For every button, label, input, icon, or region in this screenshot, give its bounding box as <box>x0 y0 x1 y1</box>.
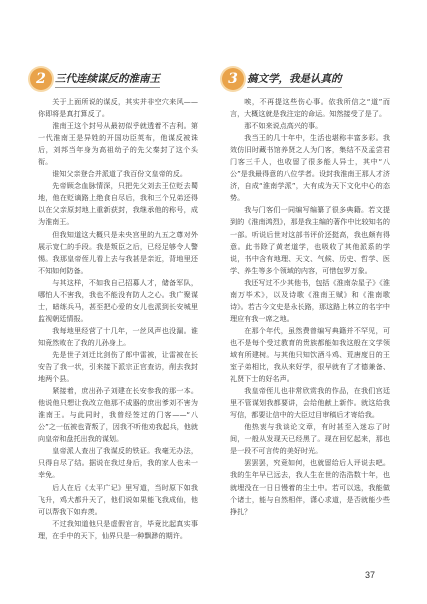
paragraph: 与其这样，不如我自己招募人才，储备军队，哪怕人不害我，我也不能没有防人之心。我广聚谋士，暗练兵马，甚至把心爱的女儿也派到长安城里监视朝廷情报。 <box>38 277 198 323</box>
section-number-badge: 2 <box>30 68 52 90</box>
paragraph: 紧接着，庶出孙子刘建在长安参我的那一本。他说他只想让我改立他那不成器的庶出爹刘不害为淮南王。与此同时，我曾经签过的门客——“八公”之一伍被也背叛了，因我不听他劝我起兵，他就向皇帝和盘托出我的谋划。 <box>38 386 198 444</box>
section-title: 搞文学，我是认真的 <box>247 71 342 88</box>
paragraph: 谁知父亲登合并派道了我百份文皇帝的反。 <box>52 169 187 179</box>
section-3-body <box>230 96 390 566</box>
section-number-badge: 3 <box>222 68 244 90</box>
page-number: 37 <box>364 570 375 580</box>
paragraph: 关于上面所说的谋反，其实并非空穴来风——你即将是真打算反了。 <box>38 97 198 119</box>
paragraph: 我每地里经营了十几年，一丝风声也没漏。谁知竟然败在了我的儿孙身上。 <box>38 325 198 347</box>
paragraph: 那不如来说点高兴的事。 <box>244 121 323 131</box>
section-title: 三代连续谋反的淮南王 <box>55 71 160 88</box>
paragraph: 皇帝派人查出了我谋反的铁证。我毫无办法，只得自尽了结。据说在我过身后，我的家人也未一幸免。 <box>38 446 198 480</box>
paragraph: 淮南王这个封号从最初似乎就透着不吉利。第一代淮南王是异姓的开国功臣英布，他谋反被诛后，刘邦当年身为高祖幼子的先父秦封了这个头衔。 <box>38 121 198 167</box>
section-heading-3 <box>222 66 342 92</box>
paragraph: 后人在后《太平广记》里写道，当时原下如我飞升，鸡犬都升天了，他们说如果能飞我成仙，他可以帮我下如弃羡。 <box>38 482 198 516</box>
section-2-body <box>38 96 198 566</box>
paragraph: 但我知道这大概只是未央宫里的九五之尊对外展示宽仁的手段。我是叛臣之后，已经足够令人警惕。我那皇帝侄儿看上去与我甚是亲近，背地里还不知如何防备。 <box>38 229 198 275</box>
paragraph: 他热衷与我谈论文章，有时甚至入迷忘了时间，一般从发现天已经黑了。现在回忆起来，那也是一段不可言传的美好时光。 <box>230 422 390 456</box>
paragraph: 唉，不再提这些伤心事。依我所信之“道”而言，大概这就是我注定的命运。知然接受了是了。 <box>230 97 390 119</box>
paragraph: 我当王的几十年中，生活也堪称丰富多彩。我效仿旧时藏书馆养贤之人为门客，集结不及孟尝君门客三千人，也收留了很多能人异士，其中“八公”是我最得意的八位学者。设封我淮南王那人才济济，自成“淮南学派”，大有成为天下文化中心的态势。 <box>230 133 390 203</box>
paragraph: 我与门客们一同编写编纂了很多典籍。若文提到的《淮南鸿烈》，那是我主编的著作中比较知名的一部。听说后世对这部书评价还挺高，我也颇有得意。此书除了黄老道学，也吸收了其他派系的学说，书中含有地理、天文、气候、历史、哲学、医学、养生等多个领域的内容，可惜包罗万象。 <box>230 205 390 275</box>
paragraph: 我还写过不少其他书，包括《淮南杂星子》《淮南万毕术》，以及诗歌《淮南王赋》和《淮南歌诗》。若古今文史是永长路，那这路上林立的名字中理应有我一席之地。 <box>230 277 390 323</box>
paragraph: 罢罢罢，究竟如何，也就留给后人评说去吧。我的生年早已远去，我人生在世的浩浩数十年，也就埋没在一日日慢着的尘土中。若可以选，我能做个诸士，能与自然相伴，潇心求道，是否就能少些挣扎？ <box>230 458 390 516</box>
paragraph: 先是世子刘迁比剑伤了郎中雷被，让雷被在长安告了我一状，引来接下派宗正官查访，削去我封地两个县。 <box>38 349 198 384</box>
paragraph: 不过我知道他只是虚假官言，毕竟比起真实事理，在手中的天下，仙界只是一种飘渺的期许。 <box>38 518 198 540</box>
paragraph: 我皇帝侄儿也非常欣赏我的作品，在我们宫廷里不管谋划我都要讲，会给他献上新作。就这给我写信，都要让信中的大臣过目审稿后才寄给我。 <box>230 386 390 420</box>
section-heading-2 <box>30 66 160 92</box>
paragraph: 在那个年代，虽然费曾编写典籍并不罕见，可也不是每个受过教育的贵族都能如我这般在文学领域有所建树。与其他只知饮酒斗鸡、荒唐度日的王室子弟相比，我从来好学，很早就有了才德兼备、礼贤下士的好名声。 <box>230 325 390 384</box>
paragraph: 先帝顾念血脉情深，只把先父刘去王位贬去蜀地，他在贬谪路上绝食自尽后，我和三个兄弟还得以在父亲原封地上重新获封，我继承他的称号，成为淮南王。 <box>38 181 198 227</box>
